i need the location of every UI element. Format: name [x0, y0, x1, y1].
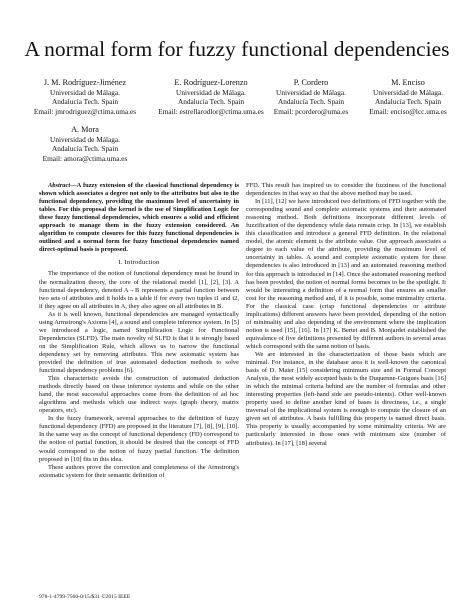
body-paragraph: The importance of the notion of functional dependency must be found in the normalization theory, the core of the relational model [1], [2], [3]. A functional dependency, denoted A→B represents a partial function between two sets of attributes and it holds in a table if for every two tuples t1 and t2, if they agree on all attributes in A, they also agree on all attributes in B. [39, 270, 239, 310]
abstract-text: —A fuzzy extension of the classical functional dependency is shown which associates a degree not only to the attributes but also to the functional dependency, providing the maximum level of uncertainty in tables. For this proposal the kernel is the use of Simplification Logic for these fuzzy functional dependencies, which ensures a solid and efficient approach to manage them in the fuzzy extension considered. An algorithm to compute closures for this fuzzy functional dependencies is outlined and a normal form for fuzzy functional dependencies named direct-optimal basis is proposed. [39, 182, 239, 254]
right-column [246, 182, 446, 448]
author-affiliation: Universidad de Málaga. [176, 88, 246, 97]
paper-title: A normal form for fuzzy functional dependencies [24, 37, 450, 61]
author-block [152, 78, 270, 116]
body-paragraph: FFD. This result has inspired us to consider the fuzziness of the functional dependencies in that way so that the above method may be used. [246, 182, 446, 198]
author-block [256, 78, 366, 116]
author-email[interactable]: Email: jmrodriguez@ctima.uma.es [33, 106, 137, 116]
body-paragraph: We are interested in the characterization of those basis which are minimal. For instance, in the database area it is well-known the canonical basis of D. Maier [15] considering minimum size and in Formal Concept Analysis, the most widely accepted basis is the Duquenne-Guigues basis [16] in which the minimal criteria behind are the number of formulas and other interesting properties (left-hand side are pseudo-intents). Other well-known property used to define another kind of bases is directness, i.e., a single traversal of the implicational system is enough to compute the closure of an given set of attributes. A basis fulfilling this property is named direct basis. This property is usually accompanied by some minimality criteria. We are particularly interested in those ones with minimum size (number of attributes). In [17], [18] several [246, 350, 446, 447]
abstract-label: Abstract [48, 182, 71, 189]
body-paragraph: In the fuzzy framework, several approaches to the definition of fuzzy functional dependency (FFD) are proposed in the literature [7], [8], [9], [10]. In the same way as the concept of functional dependency (FD) correspond to the notion of partial function, it should be desired that the concept of FFD would correspond to the notion of fuzzy partial function. The definition proposed in [10] fits in this idea. [39, 415, 239, 463]
author-location: Andalucía Tech. Spain [277, 97, 345, 107]
author-email[interactable]: Email: estrellarodlor@ctima.uma.es [158, 106, 264, 116]
body-paragraph: These authors prove the correction and completeness of the Armstrong's axiomatic system for their semantic definition of [39, 463, 239, 479]
author-email[interactable]: Email: enciso@lcc.uma.es [369, 106, 447, 116]
author-affiliation: Universidad de Málaga. [50, 88, 120, 97]
author-location: Andalucía Tech. Spain [51, 97, 119, 107]
author-block [30, 125, 140, 163]
body-paragraph: As it is well known, functional dependencies are managed syntactically using Armstrong's Axioms [4], a sound and complete inference system. In [5] we introduced a logic, named Simplification Logic for Functional Dependencies (SLFD). The main novelty of SLFD is that it is strongly based on the Simplification Rule, which allows us to narrow the functional dependency set by removing attributes. This new axiomatic system has provided the definition of true automated deduction methods to solve functional dependency problems [6]. [39, 310, 239, 375]
author-name: M. Enciso [391, 78, 425, 87]
author-email[interactable]: Email: amora@ctima.uma.es [42, 153, 128, 163]
author-affiliation: Universidad de Málaga. [373, 88, 443, 97]
abstract [39, 182, 239, 254]
author-affiliation: Universidad de Málaga. [276, 88, 346, 97]
author-block [26, 78, 144, 116]
author-name: E. Rodríguez-Lorenzo [174, 78, 248, 87]
author-name: J. M. Rodríguez-Jiménez [43, 78, 127, 87]
author-email[interactable]: Email: pcordero@uma.es [273, 106, 349, 116]
body-paragraph: This characteristic avoids the construction of automated deduction methods directly based on these inference systems and while on the other hand, the most successful approaches come from the definition of ad hoc algorithms and methods which use indirect ways (graph theory, matrix operators, etc). [39, 375, 239, 415]
author-location: Andalucía Tech. Spain [374, 97, 442, 107]
author-location: Andalucía Tech. Spain [177, 97, 245, 107]
author-block [358, 78, 458, 116]
left-column [39, 182, 239, 480]
body-paragraph: In [11], [12] we have introduced two definitions of FFD together with the corresponding sound and complete axiomatic systems and their automated reasoning method. Both definitions incorporate different levels of fuzzification of the dependency while data remain crisp. In [13], we establish this classification and introduce a general FFD definition. In the relational model, the atomic element is the attribute value. Our approach associates a degree to each value of the attribute, providing the maximum level of uncertainty in tables. A sound and complete axiomatic system for these dependencies is also introduced in [13] and an automated reasoning method for this approach is introduced in [14]. Once the automated reasoning method has been provided, the notion of normal forms becomes to be the spotlight. It would be interesting a definition of a normal form that ensures an smaller cost for the reasoning method and, if it is possible, some minimality criteria. For the classical case (crisp functional dependencies or attribute implications) different answers have been provided, depending of the notion of minimality and also depending of the environment where the implication notion is used [15], [16]. In [17] K. Bertet and B. Monjardet established the equivalence of five definitions presented by different authors in several areas which correspond with the same notion of basis. [246, 198, 446, 350]
copyright-footer: 978-1-4799-7560-0/15/$31 ©2015 IEEE [39, 594, 131, 600]
section-heading: I. Introduction [118, 259, 160, 267]
author-name: P. Cordero [293, 78, 329, 87]
author-location: Andalucía Tech. Spain [51, 144, 119, 154]
author-affiliation: Universidad de Málaga. [50, 135, 120, 144]
author-name: A. Mora [71, 125, 99, 134]
